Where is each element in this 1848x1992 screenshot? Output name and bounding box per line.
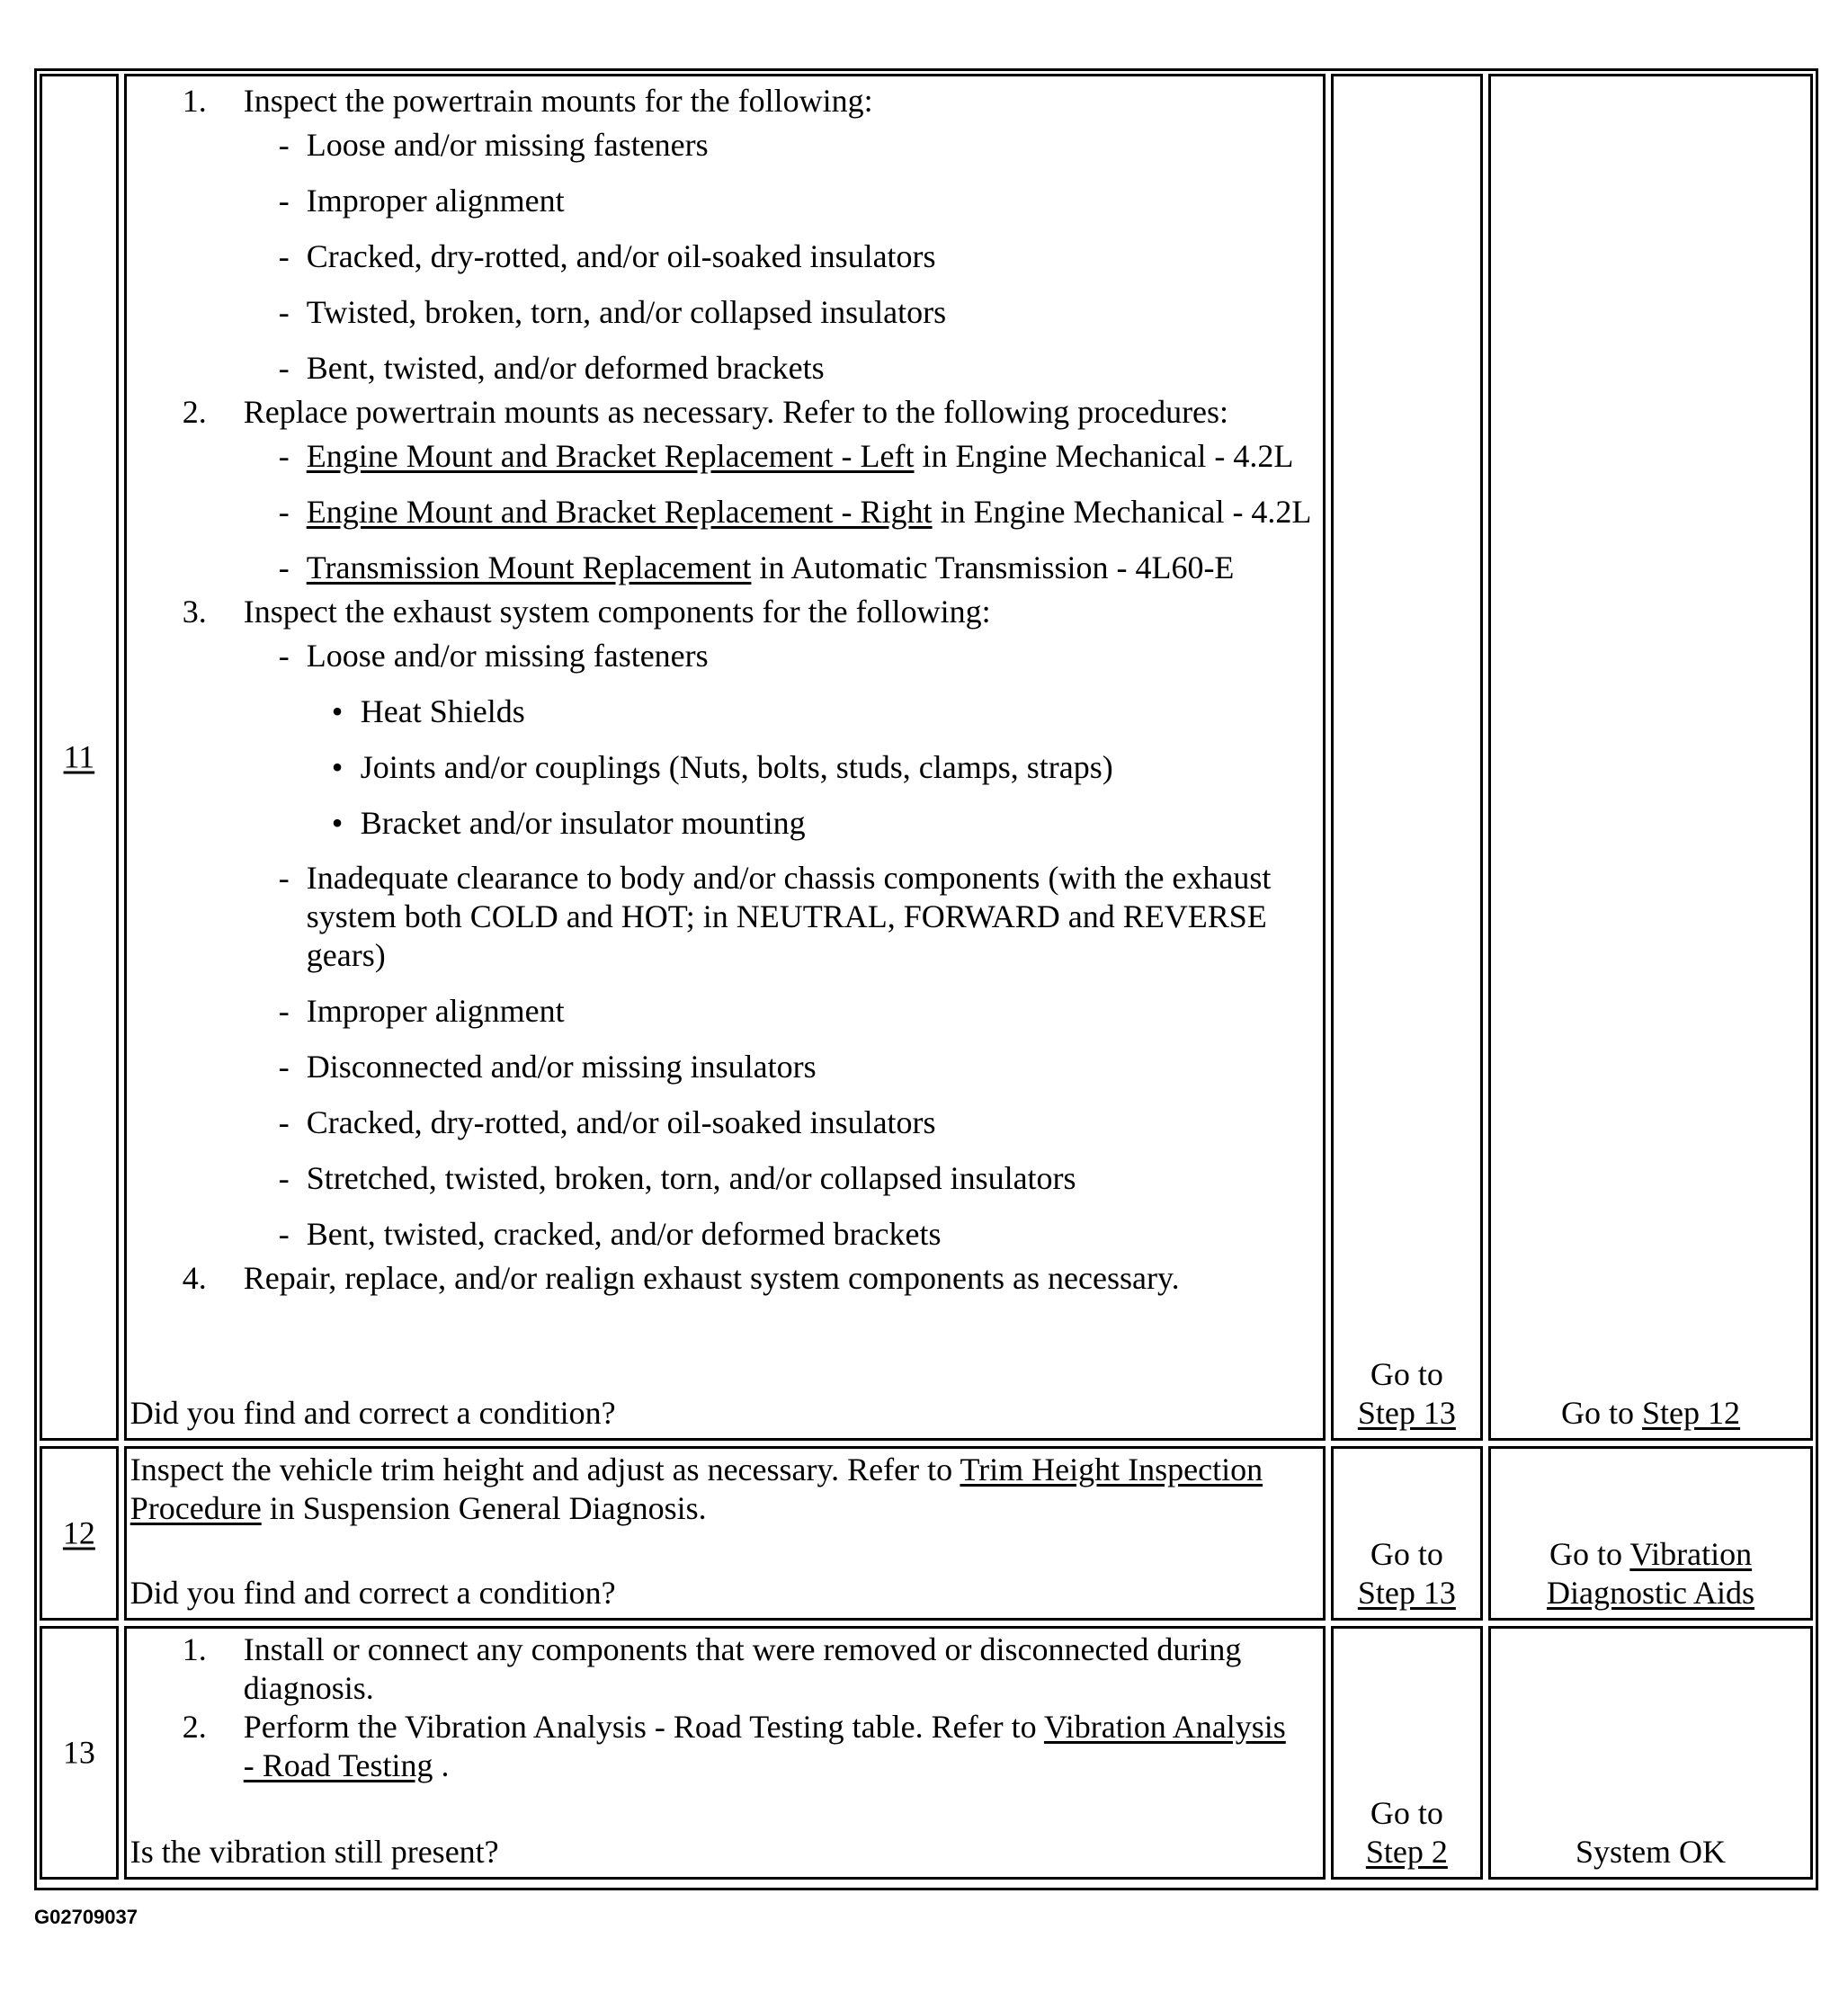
figure-code: G02709037 — [34, 1906, 138, 1928]
ref-suffix: in Automatic Transmission - 4L60-E — [751, 549, 1235, 585]
step-cell — [40, 1446, 119, 1621]
dash-icon: - — [278, 993, 290, 1029]
engine-mount-left-link[interactable]: Engine Mount and Bracket Replacement - Left — [306, 438, 915, 474]
action-list — [130, 82, 1314, 1298]
sub-item — [130, 992, 1314, 1031]
road-testing-link[interactable]: - Road Testing — [243, 1747, 433, 1783]
yes-prefix: Go to — [1370, 1356, 1443, 1392]
list-item-text: Inspect the powertrain mounts for the following: — [243, 83, 873, 119]
sub-item — [130, 349, 1314, 388]
dash-icon: - — [278, 494, 290, 530]
step-12-link[interactable]: 12 — [62, 1514, 95, 1551]
sub-item — [130, 1215, 1314, 1254]
yes-result — [1334, 1794, 1480, 1871]
sub-item-text: Cracked, dry-rotted, and/or oil-soaked insulators — [306, 238, 936, 274]
yes-prefix: Go to — [1370, 1536, 1443, 1572]
dash-icon: - — [278, 549, 290, 585]
dash-icon: - — [278, 1104, 290, 1140]
table-row-step-12 — [40, 1446, 1813, 1621]
dash-icon: - — [278, 438, 290, 474]
sub-item — [130, 293, 1314, 332]
question-text: Is the vibration still present? — [129, 1834, 499, 1870]
action-text — [130, 1451, 1314, 1528]
list-item — [130, 1708, 1314, 1785]
step-11-link[interactable]: 11 — [63, 738, 95, 775]
sub-item-text: Loose and/or missing fasteners — [306, 127, 709, 163]
bullet-text: Joints and/or couplings (Nuts, bolts, studs, clamps, straps) — [360, 749, 1113, 785]
bullet-icon: • — [331, 805, 344, 841]
question-text: Did you find and correct a condition? — [129, 1575, 616, 1611]
dash-icon: - — [278, 1160, 290, 1196]
no-prefix: Go to — [1561, 1395, 1643, 1431]
yes-cell — [1331, 1446, 1483, 1621]
action-text-before: Inspect the vehicle trim height and adjust as necessary. Refer to — [129, 1452, 960, 1487]
engine-mount-right-link[interactable]: Engine Mount and Bracket Replacement - Right — [306, 494, 933, 530]
bullet-text: Bracket and/or insulator mounting — [360, 805, 806, 841]
list-item-text: Inspect the exhaust system components for the following: — [243, 594, 991, 630]
list-item — [130, 393, 1314, 432]
dash-icon: - — [278, 860, 290, 896]
yes-cell — [1331, 74, 1483, 1441]
go-to-step-13-link[interactable]: Step 13 — [1357, 1575, 1456, 1611]
sub-item — [130, 637, 1314, 675]
dash-icon: - — [278, 127, 290, 163]
vibration-link[interactable]: Vibration — [1629, 1536, 1753, 1572]
list-item — [130, 82, 1314, 121]
sub-item — [130, 859, 1314, 975]
no-prefix: Go to — [1549, 1536, 1630, 1572]
step-number: 13 — [62, 1734, 95, 1771]
dash-icon: - — [278, 1216, 290, 1252]
sub-item-text: Disconnected and/or missing insulators — [306, 1049, 817, 1085]
sub-item-text: Improper alignment — [306, 993, 565, 1029]
list-item — [130, 593, 1314, 631]
sub-item-text: Stretched, twisted, broken, torn, and/or collapsed insulators — [306, 1160, 1076, 1196]
list-item-text: Install or connect any components that were removed or disconnected during diagnosis. — [243, 1631, 1242, 1706]
table-row-step-11 — [40, 74, 1813, 1441]
bullet-item — [130, 748, 1314, 787]
list-number: 1. — [182, 83, 207, 119]
bullet-icon: • — [331, 693, 344, 729]
no-cell — [1488, 1626, 1813, 1880]
bullet-text: Heat Shields — [360, 693, 525, 729]
go-to-step-13-link[interactable]: Step 13 — [1357, 1395, 1456, 1431]
ref-suffix: in Engine Mechanical - 4.2L — [914, 438, 1294, 474]
sub-item-text: Loose and/or missing fasteners — [306, 638, 709, 674]
no-cell — [1488, 1446, 1813, 1621]
list-item-text: Perform the Vibration Analysis - Road Testing table. Refer to — [243, 1709, 1044, 1745]
diagnostic-aids-link[interactable]: Diagnostic Aids — [1547, 1575, 1755, 1611]
action-cell — [124, 1446, 1326, 1621]
action-cell — [124, 74, 1326, 1441]
diagnostic-table — [34, 68, 1818, 1890]
step-cell — [40, 1626, 119, 1880]
sub-item — [130, 1048, 1314, 1086]
list-number: 1. — [182, 1631, 207, 1667]
list-item-suffix: . — [433, 1747, 450, 1783]
go-to-step-12-link[interactable]: Step 12 — [1642, 1395, 1741, 1431]
list-item-text: Repair, replace, and/or realign exhaust system components as necessary. — [243, 1260, 1180, 1296]
list-number: 2. — [182, 1709, 207, 1745]
dash-icon: - — [278, 638, 290, 674]
sub-item-text: Twisted, broken, torn, and/or collapsed insulators — [306, 294, 947, 330]
vibration-analysis-link[interactable]: Vibration Analysis — [1043, 1709, 1286, 1745]
bullet-item — [130, 692, 1314, 731]
list-number: 4. — [182, 1260, 207, 1296]
action-text-after: in Suspension General Diagnosis. — [261, 1490, 707, 1526]
sub-item — [130, 549, 1314, 587]
list-number: 3. — [182, 594, 207, 630]
sub-item — [130, 1159, 1314, 1198]
sub-item — [130, 437, 1314, 476]
trim-height-procedure-link[interactable]: Procedure — [129, 1490, 262, 1526]
sub-item — [130, 493, 1314, 531]
step-cell — [40, 74, 119, 1441]
dash-icon: - — [278, 183, 290, 219]
list-item-text: Replace powertrain mounts as necessary. Refer to the following procedures: — [243, 394, 1229, 430]
bullet-icon: • — [331, 749, 344, 785]
no-result — [1491, 1394, 1810, 1433]
table-row-step-13 — [40, 1626, 1813, 1880]
ref-suffix: in Engine Mechanical - 4.2L — [932, 494, 1312, 530]
dash-icon: - — [278, 1049, 290, 1085]
yes-cell — [1331, 1626, 1483, 1880]
bullet-item — [130, 804, 1314, 843]
dash-icon: - — [278, 238, 290, 274]
transmission-mount-link[interactable]: Transmission Mount Replacement — [306, 549, 752, 585]
action-list — [130, 1630, 1314, 1785]
yes-result — [1334, 1355, 1480, 1433]
sub-item — [130, 237, 1314, 276]
go-to-step-2-link[interactable]: Step 2 — [1365, 1834, 1448, 1870]
sub-item-text: Bent, twisted, and/or deformed brackets — [306, 350, 825, 386]
sub-item — [130, 126, 1314, 165]
dash-icon: - — [278, 294, 290, 330]
sub-item — [130, 1103, 1314, 1142]
sub-item-text: Improper alignment — [306, 183, 565, 219]
sub-item-text: Bent, twisted, cracked, and/or deformed brackets — [306, 1216, 942, 1252]
dash-icon: - — [278, 350, 290, 386]
action-cell — [124, 1626, 1326, 1880]
no-cell — [1488, 74, 1813, 1441]
no-result — [1491, 1535, 1810, 1612]
list-item — [130, 1259, 1314, 1298]
yes-prefix: Go to — [1370, 1795, 1443, 1831]
question-text: Did you find and correct a condition? — [129, 1395, 616, 1431]
list-item — [130, 1630, 1314, 1708]
sub-item — [130, 182, 1314, 220]
no-result: System OK — [1576, 1834, 1727, 1870]
trim-height-link[interactable]: Trim Height Inspection — [960, 1452, 1263, 1487]
sub-item-text: Cracked, dry-rotted, and/or oil-soaked insulators — [306, 1104, 936, 1140]
list-number: 2. — [182, 394, 207, 430]
sub-item-text: Inadequate clearance to body and/or chassis components (with the exhaust system both COLD and HOT; in NEUTRAL, FORWARD and REVERSE gears) — [306, 860, 1272, 973]
yes-result — [1334, 1535, 1480, 1612]
